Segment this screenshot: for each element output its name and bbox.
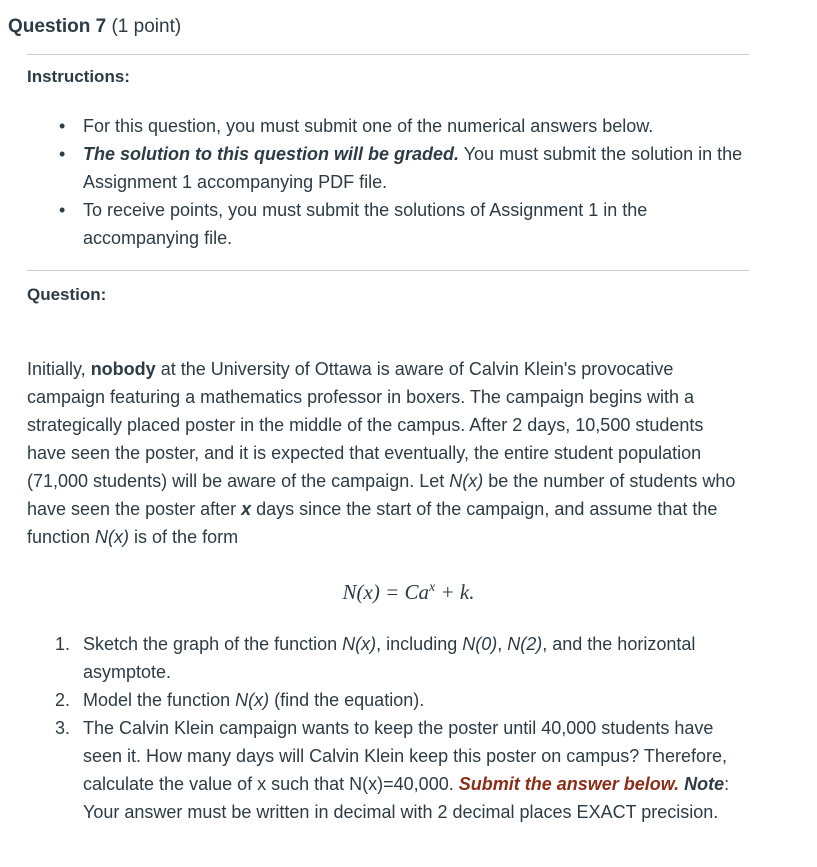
list-item: • For this question, you must submit one of the numerical answers below. [55, 112, 745, 140]
list-item: 2. Model the function N(x) (find the equation). [55, 690, 425, 710]
question-number: Question 7 [8, 16, 107, 37]
divider [27, 270, 749, 271]
submit-answer-note: Submit the answer below. [458, 774, 680, 794]
list-item: • To receive points, you must submit the solutions of Assignment 1 in the accompanying file. [55, 196, 745, 252]
formula: $N(x) = Ca^x + k$. [342, 580, 475, 604]
graded-notice: The solution to this question will be graded. [83, 144, 460, 164]
instructions-list [55, 112, 745, 252]
question-points: (1 point) [111, 16, 182, 37]
task-list [55, 630, 755, 826]
question-header [8, 16, 181, 38]
question-text: Initially, nobody at the University of Ottawa is aware of Calvin Klein's provocative campaign featuring a mathematics professor in boxers. The campaign begins with a strategically placed poster in the middle of the campus. After 2 days, 10,500 students have seen the poster, and it is expected that eventually, the entire student population (71,000 students) will be aware of the campaign. Let N(x) be the number of students who have seen the poster after x days since the start of the campaign, and assume that the function N(x) is of the form [27, 359, 736, 547]
list-item: • The solution to this question will be graded. You must submit the solution in the Assignment 1 accompanying PDF file. [55, 140, 745, 196]
list-item: 3. The Calvin Klein campaign wants to keep the poster until 40,000 students have seen it. How many days will Calvin Klein keep this poster on campus? Therefore, calculate the value of x such that N(x)=40,000. Submit the answer below. Note: Your answer must be written in decimal with 2 decimal places EXACT precision. [55, 718, 730, 822]
list-item: 1. Sketch the graph of the function N(x), including N(0), N(2), and the horizontal asymptote. [55, 634, 696, 682]
question-label: Question: [27, 285, 107, 304]
instructions-label: Instructions: [27, 67, 130, 86]
divider [27, 54, 749, 55]
